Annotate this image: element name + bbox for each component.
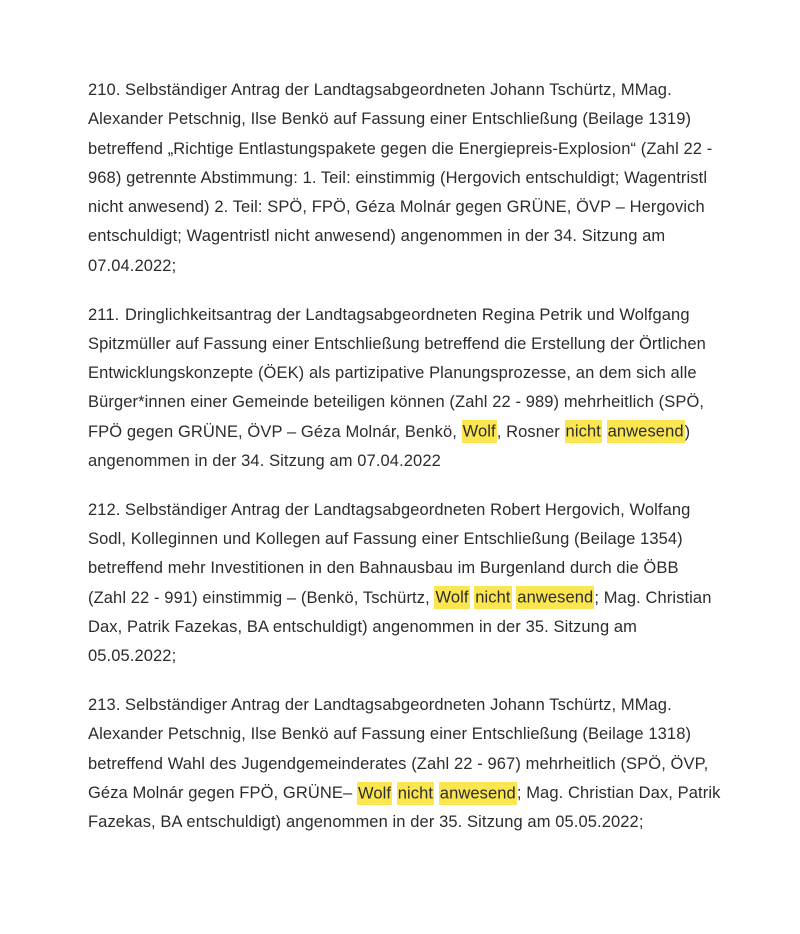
text-segment: ) [684, 422, 691, 441]
motion-paragraph-211 [88, 301, 788, 477]
text-segment: nicht anwesend) 2. Teil: SPÖ, FPÖ, Géza Molnár gegen GRÜNE, ÖVP – Hergovich [88, 198, 705, 217]
motion-number: 212. [88, 500, 121, 519]
text-segment: betreffend „Richtige Entlastungspakete gegen die Energiepreis-Explosion“ (Zahl 22 - [88, 139, 713, 158]
text-segment [602, 423, 607, 441]
text-segment: Bürger*innen einer Gemeinde beteiligen können (Zahl 22 - 989) mehrheitlich (SPÖ, [88, 393, 705, 412]
text-segment: FPÖ gegen GRÜNE, ÖVP – Géza Molnár, Benkö, [88, 422, 462, 441]
text-segment: betreffend Wahl des Jugendgemeinderates (Zahl 22 - 967) mehrheitlich (SPÖ, ÖVP, [88, 754, 709, 773]
text-segment: ; Mag. Christian Dax, Patrik [516, 784, 721, 803]
text-segment: Spitzmüller auf Fassung einer Entschließung betreffend die Erstellung der Örtlichen [88, 334, 706, 353]
highlighted-text: nicht [474, 586, 511, 609]
highlighted-text: nicht [565, 420, 602, 443]
text-segment: Dringlichkeitsantrag der Landtagsabgeordneten Regina Petrik und Wolfgang [125, 305, 690, 324]
text-segment: Entwicklungskonzepte (ÖEK) als partizipative Planungsprozesse, an dem sich alle [88, 364, 697, 383]
text-segment: entschuldigt; Wagentristl nicht anwesend) angenommen in der 34. Sitzung am [88, 227, 666, 246]
highlighted-text: Wolf [357, 782, 392, 805]
text-segment: angenommen in der 34. Sitzung am 07.04.2022 [88, 452, 441, 471]
text-segment: Selbständiger Antrag der Landtagsabgeordneten Robert Hergovich, Wolfang [125, 500, 691, 519]
motion-paragraph-213 [88, 691, 788, 837]
text-segment: 07.04.2022; [88, 256, 177, 275]
motion-paragraph-212 [88, 496, 788, 672]
text-segment: 968) getrennte Abstimmung: 1. Teil: einstimmig (Hergovich entschuldigt; Wagentristl [88, 168, 708, 187]
highlighted-text: Wolf [434, 586, 469, 609]
highlighted-text: anwesend [516, 586, 594, 609]
text-segment: (Zahl 22 - 991) einstimmig – (Benkö, Tschürtz, [88, 588, 435, 607]
text-segment: Alexander Petschnig, Ilse Benkö auf Fassung einer Entschließung (Beilage 1318) [88, 725, 692, 744]
text-segment: Géza Molnár gegen FPÖ, GRÜNE– [88, 784, 357, 803]
text-segment: Sodl, Kolleginnen und Kollegen auf Fassung einer Entschließung (Beilage 1354) [88, 530, 683, 549]
text-segment: betreffend mehr Investitionen in den Bahnausbau im Burgenland durch die ÖBB [88, 559, 679, 578]
motion-number: 211. [88, 305, 120, 324]
text-segment: ; Mag. Christian [594, 588, 712, 607]
text-segment: 05.05.2022; [88, 647, 177, 666]
highlighted-text: anwesend [607, 420, 685, 443]
highlighted-text: nicht [397, 782, 434, 805]
highlighted-text: anwesend [439, 782, 517, 805]
text-segment: Dax, Patrik Fazekas, BA entschuldigt) angenommen in der 35. Sitzung am [88, 618, 638, 637]
text-segment: , Rosner [496, 422, 565, 441]
motion-number: 210. [88, 81, 121, 99]
text-segment: Selbständiger Antrag der Landtagsabgeordneten Johann Tschürtz, MMag. [125, 81, 672, 99]
motions-list [88, 76, 788, 857]
text-segment: Alexander Petschnig, Ilse Benkö auf Fassung einer Entschließung (Beilage 1319) [88, 110, 692, 129]
text-segment: Selbständiger Antrag der Landtagsabgeordneten Johann Tschürtz, MMag. [125, 696, 672, 715]
motion-paragraph-210 [88, 76, 788, 281]
motion-number: 213. [88, 696, 121, 715]
text-segment: Fazekas, BA entschuldigt) angenommen in der 35. Sitzung am 05.05.2022; [88, 813, 644, 832]
highlighted-text: Wolf [462, 420, 497, 443]
